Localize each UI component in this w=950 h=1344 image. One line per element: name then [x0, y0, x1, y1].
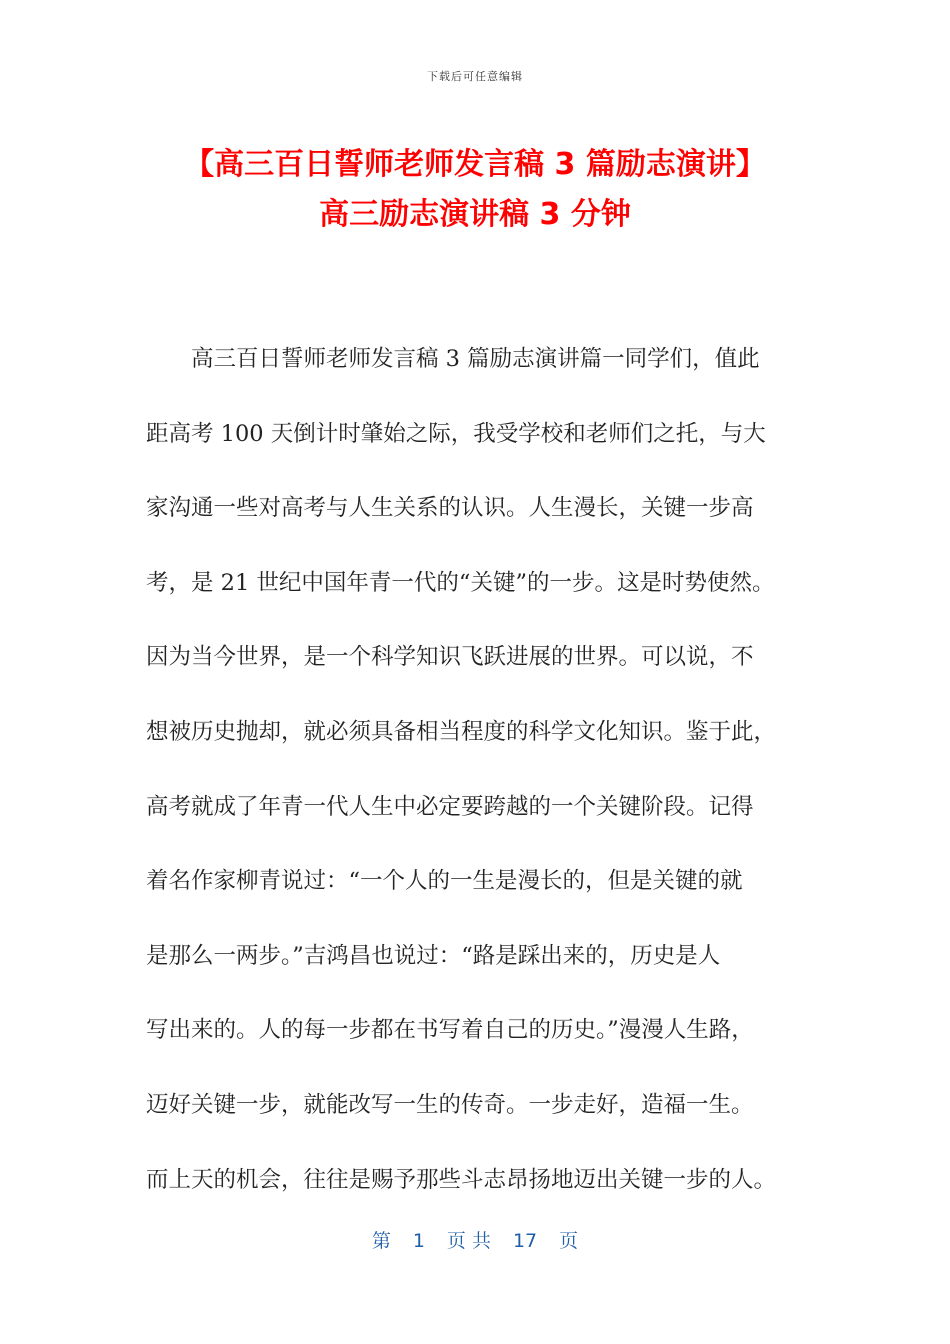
- title-line-1: 【高三百日誓师老师发言稿 3 篇励志演讲】: [184, 147, 766, 182]
- document-title: [0, 140, 950, 240]
- body-line: 着名作家柳青说过：“一个人的一生是漫长的，但是关键的就: [146, 868, 743, 895]
- body-line: 高三百日誓师老师发言稿 3 篇励志演讲篇一同学们，值此: [191, 346, 760, 372]
- body-line: 距高考 100 天倒计时肇始之际，我受学校和老师们之托，与大: [146, 420, 766, 447]
- title-line-2: 高三励志演讲稿 3 分钟: [319, 197, 631, 232]
- footer-page-total: 17: [512, 1230, 538, 1252]
- body-line: 高考就成了年青一代人生中必定要跨越的一个关键阶段。记得: [146, 793, 754, 820]
- footer-page-prefix: 第: [371, 1230, 391, 1252]
- body-line: 写出来的。人的每一步都在书写着自己的历史。”漫漫人生路，: [146, 1017, 754, 1044]
- body-line: 想被历史抛却，就必须具备相当程度的科学文化知识。鉴于此，: [146, 718, 777, 745]
- footer-page-middle: 页 共: [446, 1230, 491, 1252]
- header-note: 下载后可任意编辑: [427, 70, 523, 83]
- body-line: 家沟通一些对高考与人生关系的认识。人生漫长，关键一步高: [146, 495, 754, 522]
- body-line: 因为当今世界，是一个科学知识飞跃进展的世界。可以说，不: [146, 644, 754, 671]
- body-text: [146, 322, 806, 1217]
- footer-page-suffix: 页: [559, 1230, 579, 1252]
- footer-page-number: 1: [412, 1230, 425, 1252]
- page-footer: [0, 1226, 950, 1253]
- body-line: 考，是 21 世纪中国年青一代的“关键”的一步。这是时势使然。: [146, 569, 775, 596]
- body-line: 迈好关键一步，就能改写一生的传奇。一步走好，造福一生。: [146, 1091, 754, 1118]
- body-line: 是那么一两步。”吉鸿昌也说过：“路是踩出来的，历史是人: [146, 942, 721, 969]
- body-line: 而上天的机会，往往是赐予那些斗志昂扬地迈出关键一步的人。: [146, 1166, 777, 1193]
